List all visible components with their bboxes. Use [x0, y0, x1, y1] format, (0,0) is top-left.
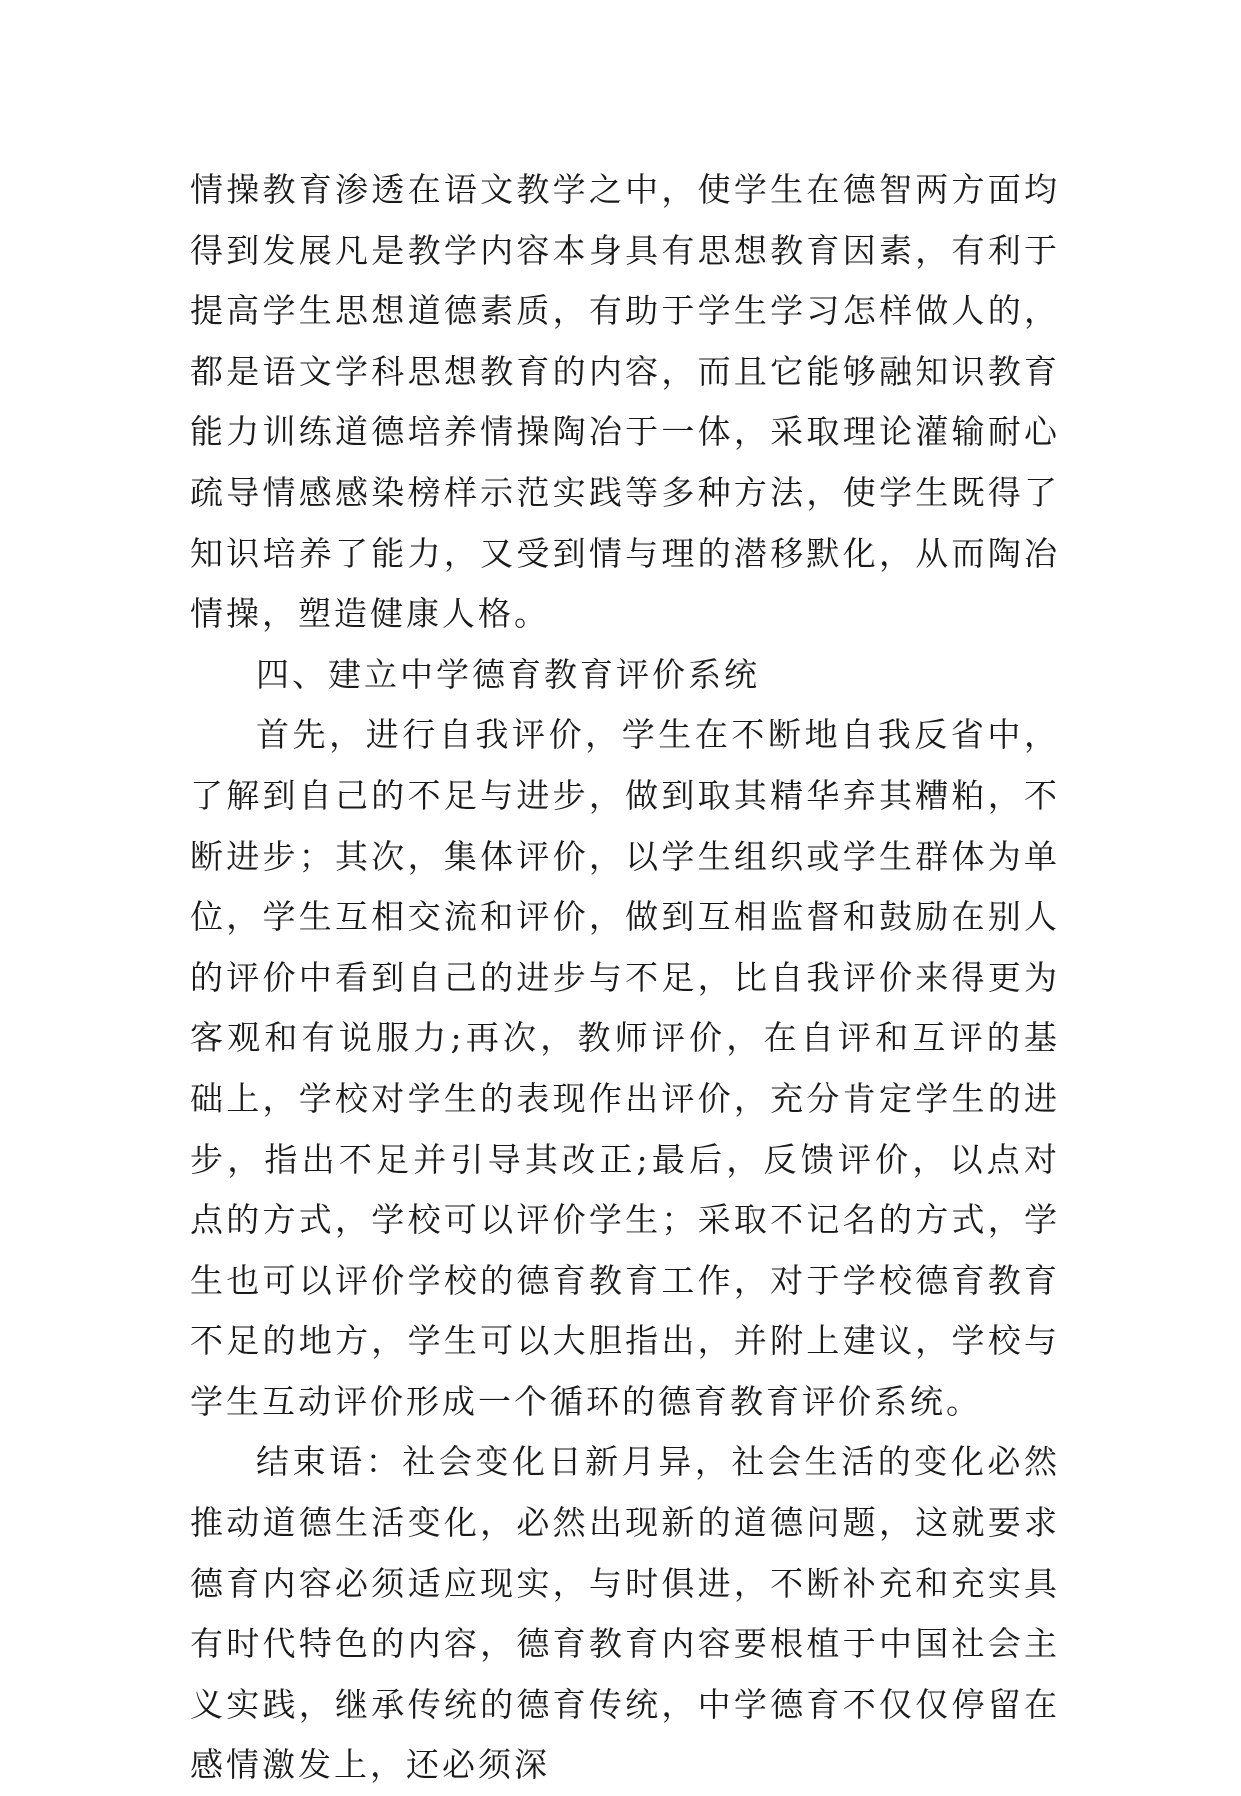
paragraph-evaluation-methods: 首先，进行自我评价，学生在不断地自我反省中，了解到自己的不足与进步，做到取其精华弃其糟粕，不断进步；其次，集体评价，以学生组织或学生群体为单位，学生互相交流和评价，做到互相监督和鼓励在别人的评价中看到自己的进步与不足，比自我评价来得更为客观和有说服力;再次，教师评价，在自评和互评的基础上，学校对学生的表现作出评价，充分肯定学生的进步，指出不足并引导其改正;最后，反馈评价，以点对点的方式，学校可以评价学生；采取不记名的方式，学生也可以评价学校的德育教育工作，对于学校德育教育不足的地方，学生可以大胆指出，并附上建议，学校与学生互动评价形成一个循环的德育教育评价系统。 — [190, 715, 1060, 1421]
paragraph-conclusion: 结束语：社会变化日新月异，社会生活的变化必然推动道德生活变化，必然出现新的道德问题，这就要求德育内容必须适应现实，与时俱进，不断补充和充实具有时代特色的内容，德育教育内容要根植于中国社会主义实践，继承传统的德育传统，中学德育不仅仅停留在感情激发上，还必须深 — [190, 1442, 1060, 1785]
section-heading-evaluation-system: 四、建立中学德育教育评价系统 — [256, 654, 760, 694]
paragraph-moral-education-in-chinese-teaching: 情操教育渗透在语文教学之中，使学生在德智两方面均得到发展凡是教学内容本身具有思想教育因素，有利于提高学生思想道德素质，有助于学生学习怎样做人的，都是语文学科思想教育的内容，而且它能够融知识教育能力训练道德培养情操陶冶于一体，采取理论灌输耐心疏导情感感染榜样示范实践等多种方法，使学生既得了知识培养了能力，又受到情与理的潜移默化，从而陶冶情操，塑造健康人格。 — [190, 170, 1060, 634]
body-text — [190, 160, 1060, 1796]
